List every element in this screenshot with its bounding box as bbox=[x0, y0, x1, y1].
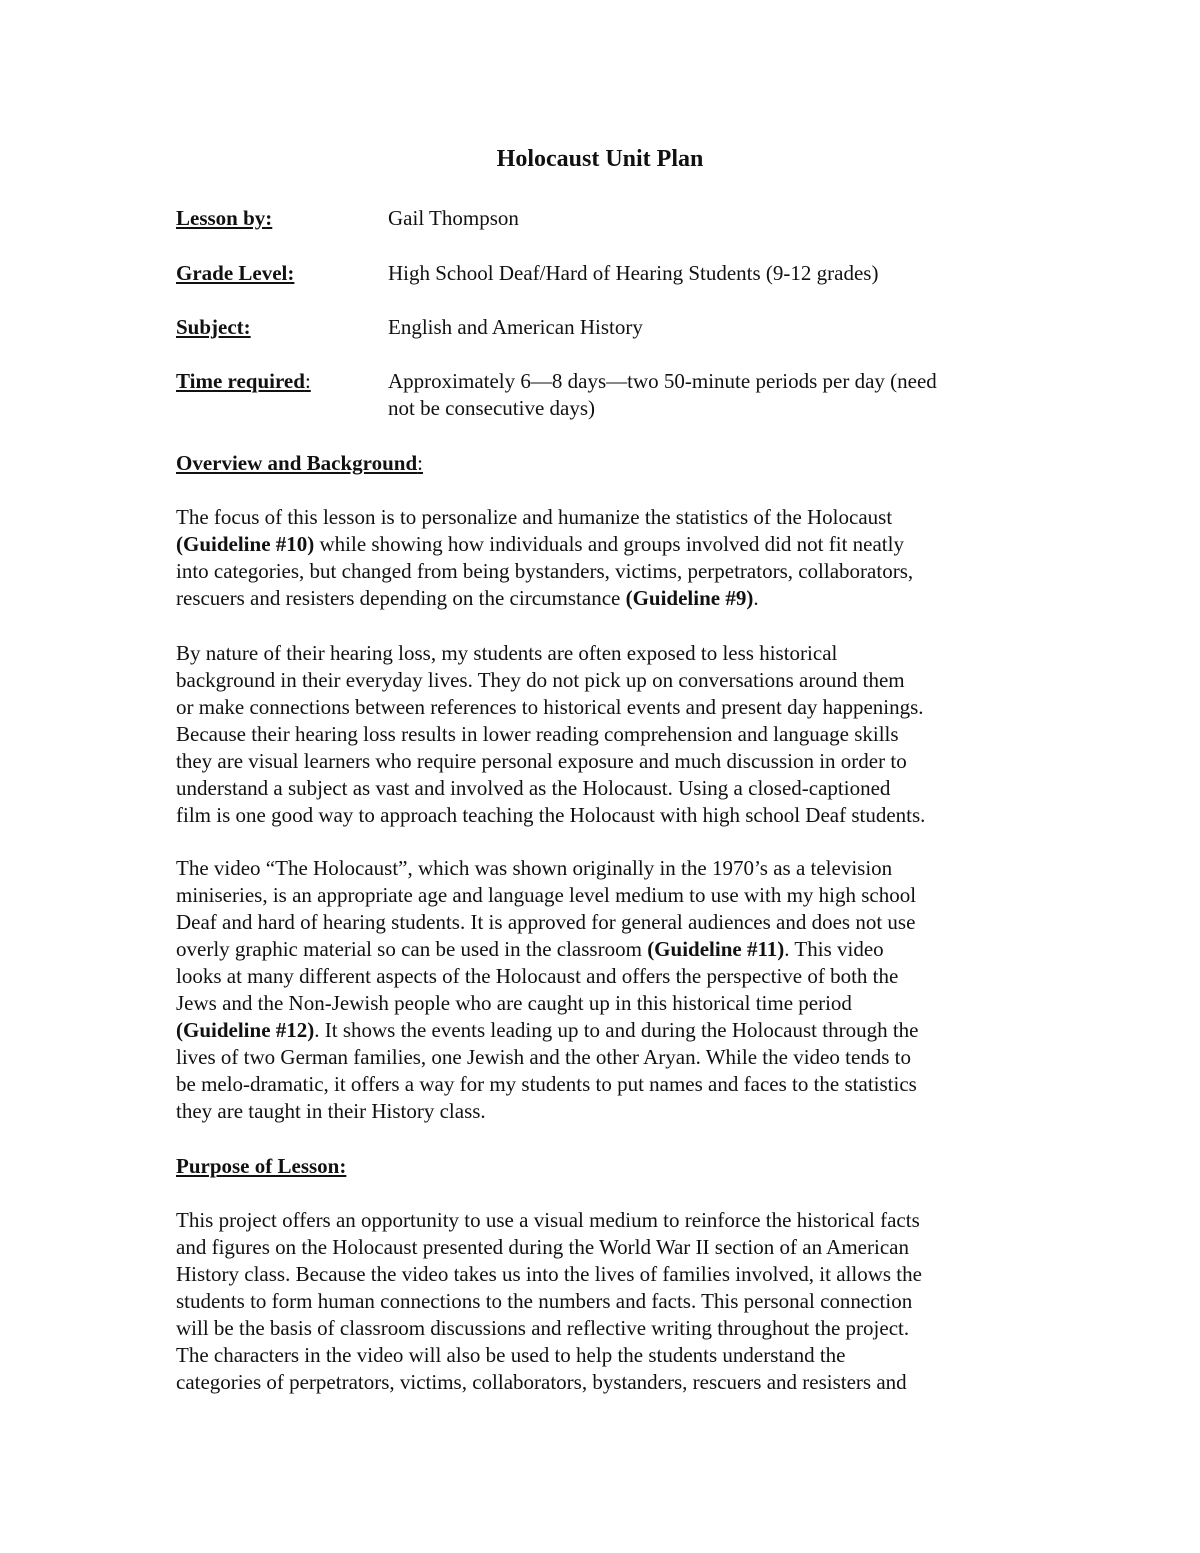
page-title: Holocaust Unit Plan bbox=[496, 146, 704, 172]
overview-heading bbox=[176, 450, 423, 477]
paragraph-line: film is one good way to approach teaching the Holocaust with high school Deaf students. bbox=[176, 803, 926, 827]
paragraph-line bbox=[176, 1017, 1018, 1044]
paragraph-line: looks at many different aspects of the Holocaust and offers the perspective of both the bbox=[176, 964, 899, 988]
paragraph-line: and figures on the Holocaust presented during the World War II section of an American bbox=[176, 1235, 909, 1259]
paragraph-line: be melo-dramatic, it offers a way for my students to put names and faces to the statistics bbox=[176, 1072, 917, 1096]
paragraph-line: miniseries, is an appropriate age and language level medium to use with my high school bbox=[176, 883, 917, 907]
paragraph-line: Deaf and hard of hearing students. It is approved for general audiences and does not use bbox=[176, 910, 916, 934]
lesson-by-value: Gail Thompson bbox=[388, 206, 519, 230]
time-required-colon: : bbox=[304, 369, 311, 393]
paragraph-line: lives of two German families, one Jewish and the other Aryan. While the video tends to bbox=[176, 1045, 912, 1069]
guideline-reference: (Guideline #10) bbox=[176, 532, 315, 556]
time-required-label bbox=[176, 368, 311, 395]
paragraph-line: The video “The Holocaust”, which was shown originally in the 1970’s as a television bbox=[176, 856, 893, 880]
purpose-paragraph-1 bbox=[176, 1207, 1018, 1396]
paragraph-line: or make connections between references to historical events and present day happenings. bbox=[176, 695, 924, 719]
paragraph-line: By nature of their hearing loss, my students are often exposed to less historical bbox=[176, 641, 838, 665]
paragraph-line: they are visual learners who require personal exposure and much discussion in order to bbox=[176, 749, 907, 773]
overview-paragraph-1 bbox=[176, 504, 1018, 612]
lesson-by-label: Lesson by: bbox=[176, 206, 273, 230]
grade-level-label: Grade Level: bbox=[176, 261, 295, 285]
time-required-value bbox=[388, 368, 1016, 422]
time-required-value-line: not be consecutive days) bbox=[388, 396, 596, 420]
paragraph-text: . bbox=[753, 586, 759, 610]
guideline-reference: (Guideline #12) bbox=[176, 1018, 315, 1042]
paragraph-line: The focus of this lesson is to personalize and humanize the statistics of the Holocaust bbox=[176, 505, 893, 529]
guideline-reference: (Guideline #11) bbox=[647, 937, 785, 961]
paragraph-text: overly graphic material so can be used in the classroom bbox=[176, 937, 648, 961]
paragraph-line: This project offers an opportunity to use a visual medium to reinforce the historical facts bbox=[176, 1208, 920, 1232]
paragraph-line: into categories, but changed from being bystanders, victims, perpetrators, collaborators, bbox=[176, 559, 914, 583]
paragraph-line bbox=[176, 936, 1018, 963]
meta-row-time-required bbox=[176, 368, 1016, 422]
paragraph-line: History class. Because the video takes us into the lives of families involved, it allows the bbox=[176, 1262, 922, 1286]
paragraph-line bbox=[176, 585, 1018, 612]
overview-paragraph-3 bbox=[176, 855, 1018, 1125]
overview-heading-colon: : bbox=[417, 451, 423, 475]
paragraph-line: categories of perpetrators, victims, collaborators, bystanders, rescuers and resisters and bbox=[176, 1370, 907, 1394]
time-required-label-text: Time required bbox=[176, 369, 305, 393]
paragraph-line bbox=[176, 531, 1018, 558]
paragraph-line: students to form human connections to the numbers and facts. This personal connection bbox=[176, 1289, 913, 1313]
subject-value: English and American History bbox=[388, 315, 643, 339]
paragraph-line: they are taught in their History class. bbox=[176, 1099, 486, 1123]
paragraph-text: while showing how individuals and groups involved did not fit neatly bbox=[314, 532, 904, 556]
overview-paragraph-2 bbox=[176, 640, 1018, 829]
paragraph-line: The characters in the video will also be used to help the students understand the bbox=[176, 1343, 846, 1367]
purpose-heading: Purpose of Lesson: bbox=[176, 1154, 347, 1178]
paragraph-line: Jews and the Non-Jewish people who are caught up in this historical time period bbox=[176, 991, 852, 1015]
paragraph-text: rescuers and resisters depending on the circumstance bbox=[176, 586, 626, 610]
subject-label: Subject: bbox=[176, 315, 251, 339]
time-required-value-line: Approximately 6—8 days—two 50-minute periods per day (need bbox=[388, 369, 937, 393]
paragraph-line: Because their hearing loss results in lower reading comprehension and language skills bbox=[176, 722, 899, 746]
paragraph-text: . This video bbox=[784, 937, 884, 961]
overview-heading-text: Overview and Background bbox=[176, 451, 418, 475]
grade-level-value: High School Deaf/Hard of Hearing Students (9-12 grades) bbox=[388, 261, 879, 285]
paragraph-line: will be the basis of classroom discussions and reflective writing throughout the project. bbox=[176, 1316, 910, 1340]
paragraph-text: . It shows the events leading up to and during the Holocaust through the bbox=[314, 1018, 919, 1042]
guideline-reference: (Guideline #9) bbox=[625, 586, 754, 610]
paragraph-line: background in their everyday lives. They do not pick up on conversations around them bbox=[176, 668, 905, 692]
paragraph-line: understand a subject as vast and involved as the Holocaust. Using a closed-captioned bbox=[176, 776, 891, 800]
